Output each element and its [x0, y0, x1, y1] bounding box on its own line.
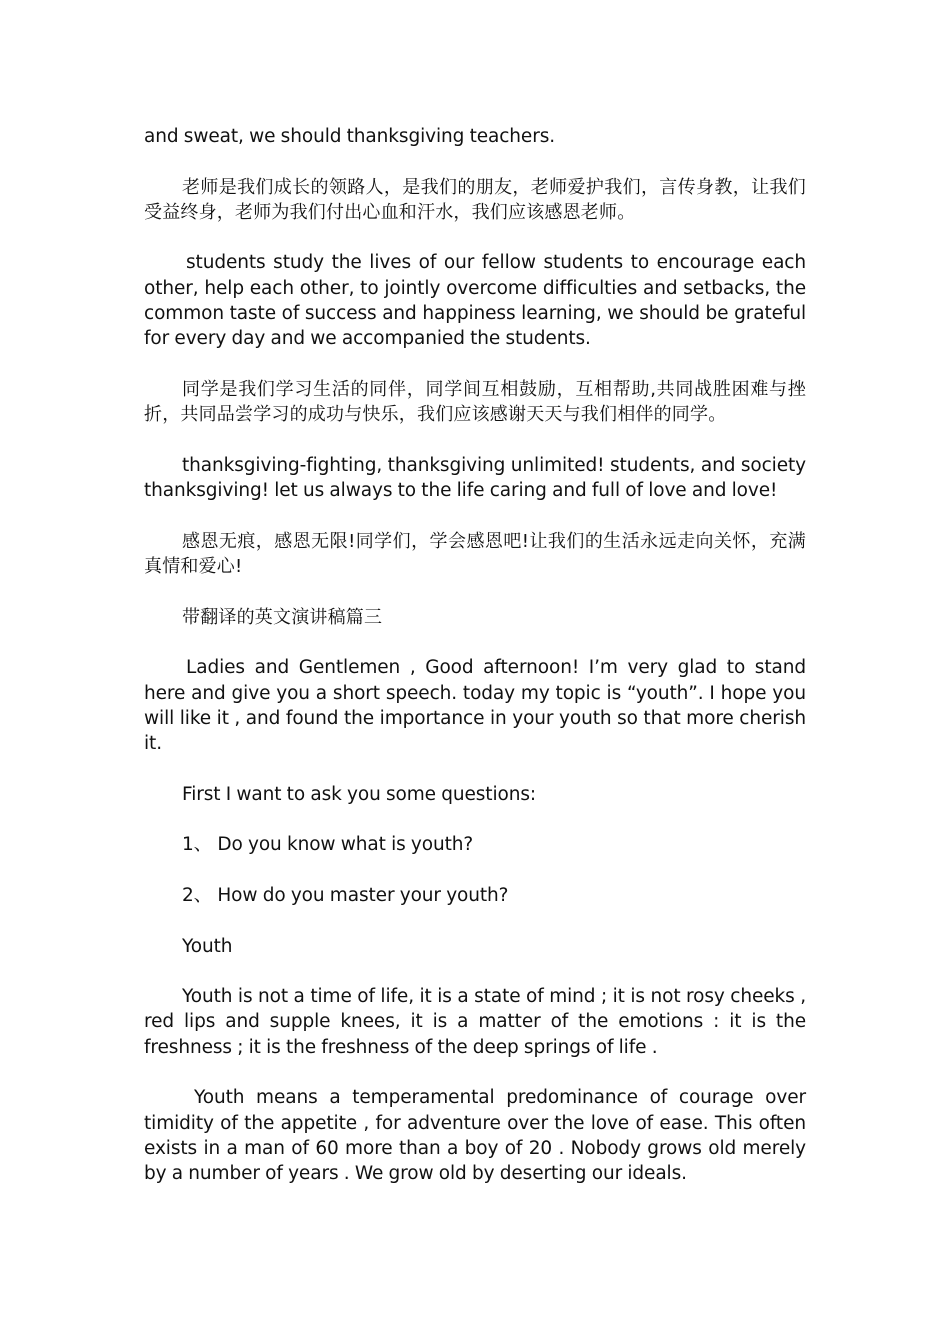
paragraph-thanks-teachers-en-end: and sweat, we should thanksgiving teachers. — [144, 126, 556, 147]
paragraph-thanksgiving-zh: 感恩无痕，感恩无限!同学们，学会感恩吧!让我们的生活永远走向关怀，充满真情和爱心! — [144, 530, 806, 578]
paragraph-students-zh: 同学是我们学习生活的同伴，同学间互相鼓励，互相帮助,共同战胜困难与挫折，共同品尝学习的成功与快乐，我们应该感谢天天与我们相伴的同学。 — [144, 378, 806, 426]
list-item-question-2: 2、 How do you master your youth? — [182, 884, 509, 906]
subheading-youth: Youth — [182, 935, 233, 957]
paragraph-youth-definition: Youth is not a time of life, it is a state of mind ; it is not rosy cheeks , red lips and supple knees, it is a matter of the emotions : it is the freshness ; it is the freshness of the deep springs of life . — [144, 986, 806, 1058]
section-heading: 带翻译的英文演讲稿篇三 — [182, 606, 383, 628]
paragraph-students-en: students study the lives of our fellow students to encourage each other, help each other, to jointly overcome difficulties and setbacks, the common taste of success and happiness learning, we should be grateful for every day and we accompanied the students. — [144, 252, 806, 350]
document-page — [144, 124, 806, 1186]
list-item-question-1: 1、 Do you know what is youth? — [182, 834, 474, 856]
paragraph-youth-courage: Youth means a temperamental predominance of courage over timidity of the appetite , for adventure over the love of ease. This often exists in a man of 60 more than a boy of 20 . Nobody grows old merely by a number of years . We grow old by deserting our ideals. — [144, 1087, 806, 1185]
paragraph-teachers-zh: 老师是我们成长的领路人，是我们的朋友，老师爱护我们，言传身教，让我们受益终身，老师为我们付出心血和汗水，我们应该感恩老师。 — [144, 176, 806, 223]
paragraph-questions-intro: First I want to ask you some questions: — [182, 783, 537, 805]
paragraph-greeting: Ladies and Gentlemen , Good afternoon! I’m very glad to stand here and give you a short speech. today my topic is “youth”. I hope you will like it , and found the importance in your youth so that more cherish it. — [144, 657, 806, 755]
paragraph-thanksgiving-en: thanksgiving-fighting, thanksgiving unlimited! students, and society thanksgiving! let us always to the life caring and full of love and love! — [144, 454, 806, 502]
